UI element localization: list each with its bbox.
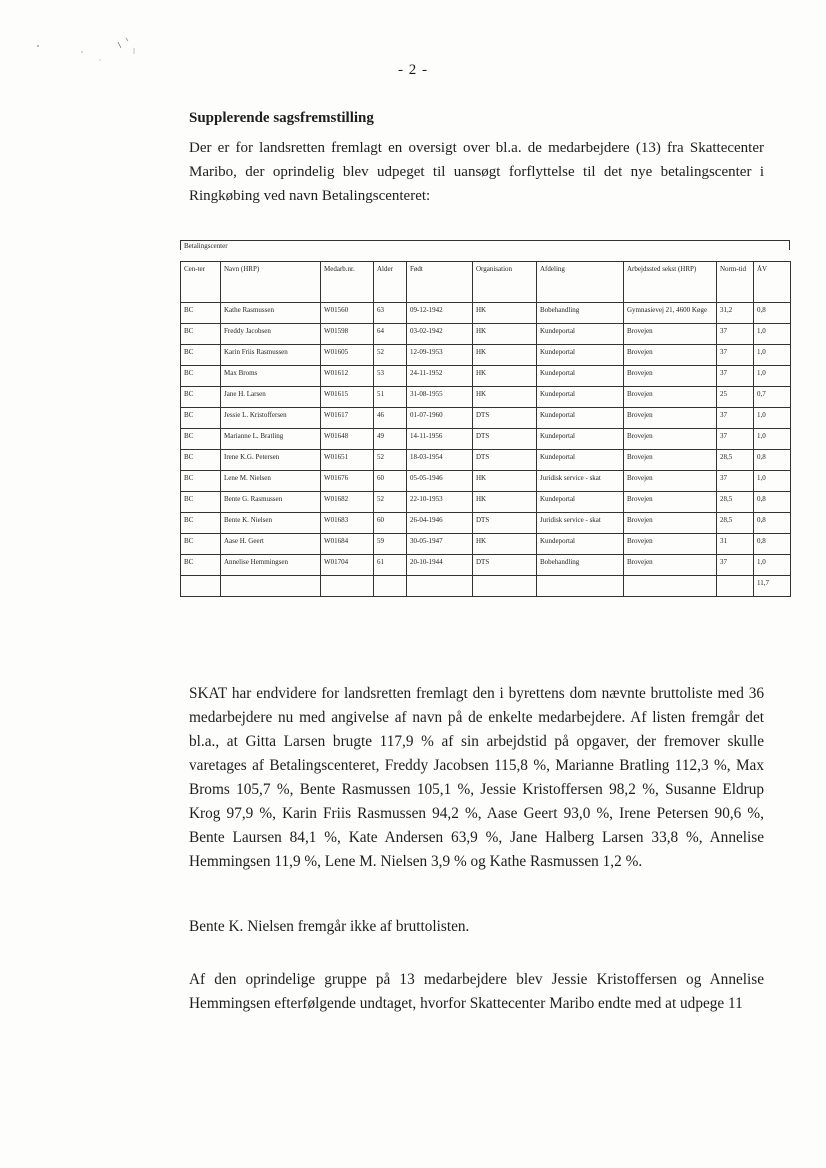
table-cell: 0,7 — [754, 387, 791, 408]
table-cell: HK — [473, 387, 537, 408]
table-cell: Kundeportal — [537, 324, 624, 345]
table-cell: 20-10-1944 — [407, 555, 473, 576]
table-cell: HK — [473, 324, 537, 345]
table-cell: DTS — [473, 408, 537, 429]
bruttoliste-paragraph: SKAT har endvidere for landsretten fremlagt den i byrettens dom nævnte bruttoliste med 36 medarbejdere nu med angivelse af navn på de enkelte medarbejdere. Af listen fremgår det bl.a., at Gitta Larsen brugte 117,9 % af sin arbejdstid på opgaver, der fremover skulle varetages af Betalingscenteret, Freddy Jacobsen 115,8 %, Marianne Bratling 112,3 %, Max Broms 105,7 %, Bente Rasmussen 105,1 %, Jessie Kristoffersen 98,2 %, Susanne Eldrup Krog 97,9 %, Karin Friis Rasmussen 94,2 %, Aase Geert 93,0 %, Irene Petersen 90,6 %, Bente Laursen 84,1 %, Kate Andersen 63,9 %, Jane Halberg Larsen 33,8 %, Annelise Hemmingsen 11,9 %, Lene M. Nielsen 3,9 % og Kathe Rasmussen 1,2 %. — [189, 685, 764, 870]
table-cell: Bente K. Nielsen — [221, 513, 321, 534]
table-row — [181, 408, 791, 429]
table-row — [181, 513, 791, 534]
column-header: Norm-tid — [717, 262, 754, 303]
table-cell: BC — [181, 492, 221, 513]
table-cell: 12-09-1953 — [407, 345, 473, 366]
table-cell — [374, 576, 407, 597]
table-cell: 64 — [374, 324, 407, 345]
table-cell: DTS — [473, 450, 537, 471]
table-cell — [407, 576, 473, 597]
table-cell: 1,0 — [754, 345, 791, 366]
table-cell: W01684 — [321, 534, 374, 555]
intro-paragraph: Der er for landsretten fremlagt en oversigt over bl.a. de medarbejdere (13) fra Skattecenter Maribo, der oprindelig blev udpeget til uansøgt forflyttelse til det nye betalingscenter i Ringkøbing ved navn Betalingscenteret: — [189, 140, 764, 204]
table-cell: 1,0 — [754, 471, 791, 492]
column-header: Alder — [374, 262, 407, 303]
table-cell: W01676 — [321, 471, 374, 492]
table-cell: Kundeportal — [537, 366, 624, 387]
table-cell: 24-11-1952 — [407, 366, 473, 387]
table-cell: BC — [181, 471, 221, 492]
table-cell — [321, 576, 374, 597]
table-cell: Max Broms — [221, 366, 321, 387]
table-cell: Kundeportal — [537, 534, 624, 555]
table-cell: BC — [181, 366, 221, 387]
table-cell: W01615 — [321, 387, 374, 408]
table-cell: 28,5 — [717, 513, 754, 534]
table-cell: Kundeportal — [537, 492, 624, 513]
table-cell: 30-05-1947 — [407, 534, 473, 555]
table-cell: 37 — [717, 324, 754, 345]
table-cell: 1,0 — [754, 555, 791, 576]
table-row — [181, 492, 791, 513]
column-header: Navn (HRP) — [221, 262, 321, 303]
table-cell: 03-02-1942 — [407, 324, 473, 345]
table-row — [181, 366, 791, 387]
column-header: Arbejdssted sekst (HRP) — [624, 262, 717, 303]
table-cell: 49 — [374, 429, 407, 450]
table-cell: 51 — [374, 387, 407, 408]
table-cell: Brovejen — [624, 429, 717, 450]
column-header: Afdeling — [537, 262, 624, 303]
table-cell — [181, 576, 221, 597]
table-cell: 28,5 — [717, 492, 754, 513]
table-row — [181, 450, 791, 471]
table-cell: BC — [181, 429, 221, 450]
table-cell: 05-05-1946 — [407, 471, 473, 492]
table-row — [181, 324, 791, 345]
table-cell: HK — [473, 345, 537, 366]
table-cell: HK — [473, 303, 537, 324]
table-cell: 37 — [717, 408, 754, 429]
table-cell: 25 — [717, 387, 754, 408]
table-cell: BC — [181, 303, 221, 324]
table-cell — [221, 576, 321, 597]
table-row — [181, 387, 791, 408]
table-cell: W01651 — [321, 450, 374, 471]
page-number: - 2 - — [398, 62, 428, 78]
table-cell: Jane H. Larsen — [221, 387, 321, 408]
column-header: Født — [407, 262, 473, 303]
table-cell: 52 — [374, 345, 407, 366]
column-header: Cen-ter — [181, 262, 221, 303]
table-cell: Bente G. Rasmussen — [221, 492, 321, 513]
table-cell: Kundeportal — [537, 345, 624, 366]
table-cell: Kundeportal — [537, 387, 624, 408]
table-cell: 0,8 — [754, 534, 791, 555]
table-row — [181, 429, 791, 450]
table-cell: 37 — [717, 429, 754, 450]
table-cell: Bobehandling — [537, 555, 624, 576]
column-header: Organisation — [473, 262, 537, 303]
table-cell: 18-03-1954 — [407, 450, 473, 471]
table-cell — [624, 576, 717, 597]
table-cell: BC — [181, 513, 221, 534]
table-row — [181, 555, 791, 576]
table-cell: Lene M. Nielsen — [221, 471, 321, 492]
table-cell: Juridisk service - skat — [537, 471, 624, 492]
table-cell: Brovejen — [624, 324, 717, 345]
table-cell: 31 — [717, 534, 754, 555]
table-header-row — [181, 262, 791, 303]
table-cell: 09-12-1942 — [407, 303, 473, 324]
table-cell: HK — [473, 471, 537, 492]
nielsen-paragraph: Bente K. Nielsen fremgår ikke af bruttolisten. — [189, 918, 470, 935]
table-cell: 60 — [374, 513, 407, 534]
table-cell: DTS — [473, 429, 537, 450]
table-body — [181, 303, 791, 597]
table-cell: 0,8 — [754, 492, 791, 513]
staff-table-box — [180, 240, 790, 630]
table-cell: 1,0 — [754, 408, 791, 429]
staff-table — [180, 261, 791, 597]
table-cell: 53 — [374, 366, 407, 387]
table-cell: 37 — [717, 555, 754, 576]
table-cell: 1,0 — [754, 324, 791, 345]
table-cell: Aase H. Geert — [221, 534, 321, 555]
table-cell: Kathe Rasmussen — [221, 303, 321, 324]
table-cell: Brovejen — [624, 366, 717, 387]
table-cell: 01-07-1960 — [407, 408, 473, 429]
table-cell: HK — [473, 366, 537, 387]
table-cell: 31-08-1955 — [407, 387, 473, 408]
table-cell: Brovejen — [624, 450, 717, 471]
table-title: Betalingscenter — [184, 242, 228, 250]
table-cell: 37 — [717, 471, 754, 492]
table-cell: Gymnasievej 21, 4600 Køge — [624, 303, 717, 324]
table-cell: 59 — [374, 534, 407, 555]
table-cell: HK — [473, 492, 537, 513]
table-cell: 37 — [717, 366, 754, 387]
table-cell: W01560 — [321, 303, 374, 324]
column-header: ÅV — [754, 262, 791, 303]
table-cell: Annelise Hemmingsen — [221, 555, 321, 576]
table-cell: BC — [181, 534, 221, 555]
table-cell — [717, 576, 754, 597]
table-cell: Kundeportal — [537, 408, 624, 429]
table-cell: BC — [181, 555, 221, 576]
table-cell: Brovejen — [624, 408, 717, 429]
table-cell: 0,8 — [754, 513, 791, 534]
table-cell: BC — [181, 450, 221, 471]
table-cell: 1,0 — [754, 429, 791, 450]
table-cell: W01648 — [321, 429, 374, 450]
table-cell: Kundeportal — [537, 450, 624, 471]
table-cell: 22-10-1953 — [407, 492, 473, 513]
table-cell: Brovejen — [624, 345, 717, 366]
column-header: Medarb.nr. — [321, 262, 374, 303]
table-cell: BC — [181, 387, 221, 408]
table-cell: 52 — [374, 450, 407, 471]
table-cell: Kundeportal — [537, 429, 624, 450]
table-blank-row — [181, 576, 791, 597]
table-cell: 11,7 — [754, 576, 791, 597]
table-cell: DTS — [473, 513, 537, 534]
table-cell: Bobehandling — [537, 303, 624, 324]
table-cell: Brovejen — [624, 513, 717, 534]
table-cell: Jessie L. Kristoffersen — [221, 408, 321, 429]
table-row — [181, 345, 791, 366]
table-cell: BC — [181, 324, 221, 345]
table-cell: Irene K.G. Petersen — [221, 450, 321, 471]
table-title-strip — [180, 240, 790, 250]
table-cell: 0,8 — [754, 303, 791, 324]
table-cell: Karin Friis Rasmussen — [221, 345, 321, 366]
table-cell: Brovejen — [624, 534, 717, 555]
table-cell: W01704 — [321, 555, 374, 576]
table-cell: 46 — [374, 408, 407, 429]
table-cell: 0,8 — [754, 450, 791, 471]
table-cell: W01598 — [321, 324, 374, 345]
table-cell: Marianne L. Bratling — [221, 429, 321, 450]
table-cell: Freddy Jacobsen — [221, 324, 321, 345]
table-cell — [537, 576, 624, 597]
table-cell: W01605 — [321, 345, 374, 366]
table-cell: Brovejen — [624, 471, 717, 492]
table-cell: W01612 — [321, 366, 374, 387]
table-cell: 52 — [374, 492, 407, 513]
table-cell: 14-11-1956 — [407, 429, 473, 450]
table-cell: W01682 — [321, 492, 374, 513]
table-cell: Juridisk service - skat — [537, 513, 624, 534]
table-cell: 26-04-1946 — [407, 513, 473, 534]
section-heading: Supplerende sagsfremstilling — [189, 110, 374, 126]
table-cell: 60 — [374, 471, 407, 492]
table-cell: 37 — [717, 345, 754, 366]
table-cell: Brovejen — [624, 492, 717, 513]
table-cell: HK — [473, 534, 537, 555]
table-row — [181, 471, 791, 492]
table-cell: Brovejen — [624, 555, 717, 576]
table-cell: 61 — [374, 555, 407, 576]
table-row — [181, 303, 791, 324]
table-cell: BC — [181, 408, 221, 429]
table-cell: 63 — [374, 303, 407, 324]
table-cell: 28,5 — [717, 450, 754, 471]
table-cell — [473, 576, 537, 597]
table-row — [181, 534, 791, 555]
table-cell: W01683 — [321, 513, 374, 534]
table-cell: BC — [181, 345, 221, 366]
table-cell: W01617 — [321, 408, 374, 429]
table-cell: 1,0 — [754, 366, 791, 387]
table-cell: Brovejen — [624, 387, 717, 408]
table-cell: 31,2 — [717, 303, 754, 324]
group-paragraph: Af den oprindelige gruppe på 13 medarbejdere blev Jessie Kristoffersen og Annelise Hemmingsen efterfølgende undtaget, hvorfor Skattecenter Maribo endte med at udpege 11 — [189, 971, 764, 1012]
table-cell: DTS — [473, 555, 537, 576]
